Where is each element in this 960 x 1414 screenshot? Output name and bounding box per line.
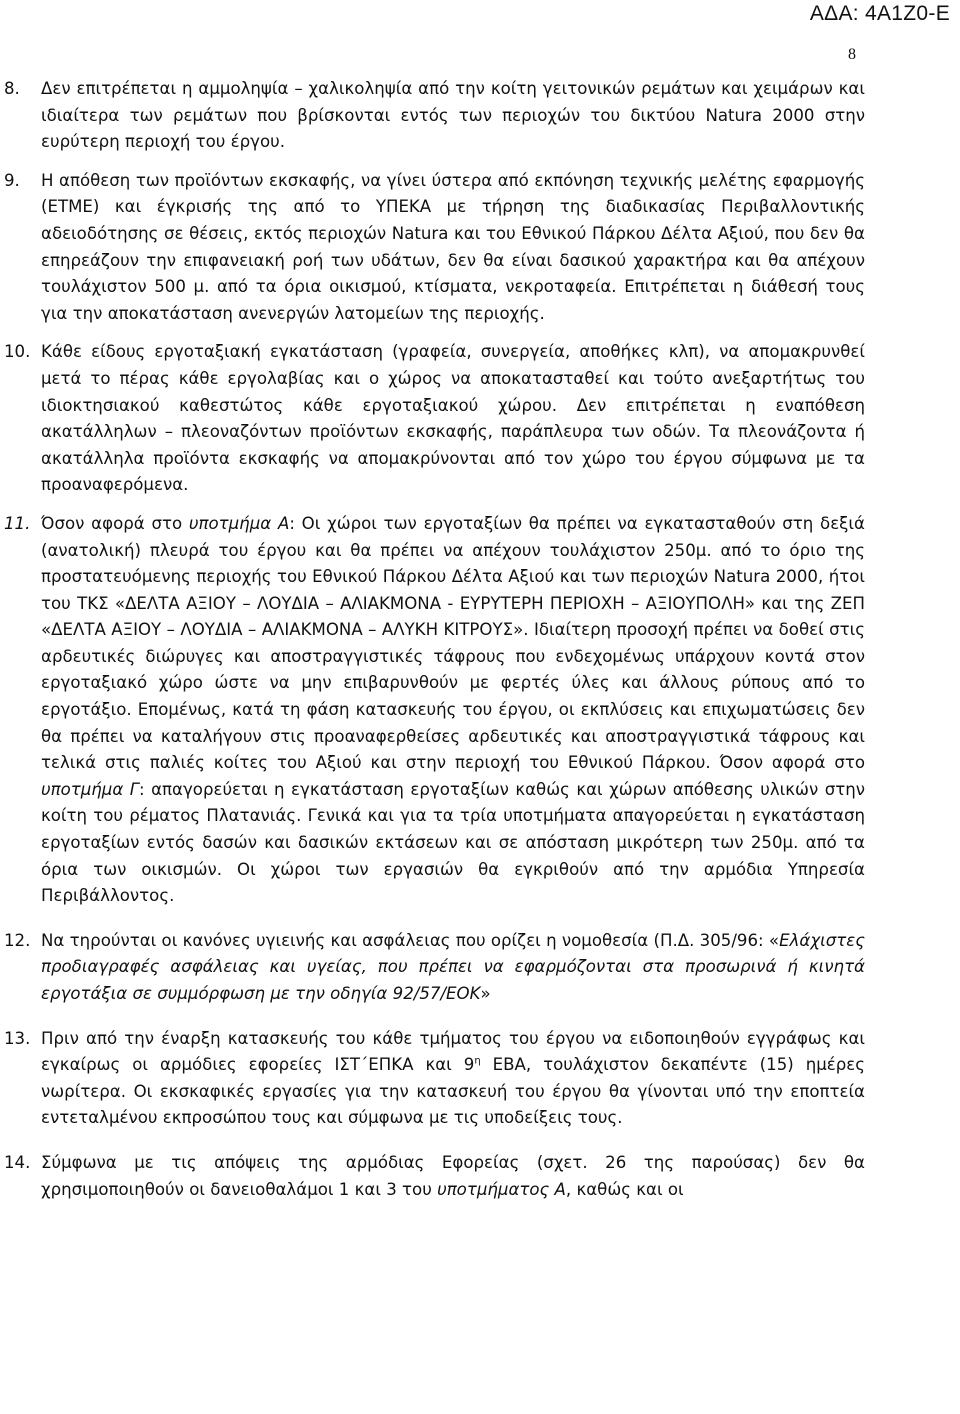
spacer xyxy=(0,1008,960,1026)
page-number: 8 xyxy=(848,46,856,63)
item-number: 12. xyxy=(4,930,31,950)
decree-title: Ελάχιστες προδιαγραφές ασφάλειας και υγείας, που πρέπει να εφαρμόζονται στα προσωρινά ή κινητά εργοτάξια σε συμμόρφωση με την οδηγία 92/57/ΕΟΚ xyxy=(41,930,865,1003)
subsection-a-label: υποτμήμα Α xyxy=(188,513,290,533)
list-item-8 xyxy=(0,76,865,156)
item-text: Η απόθεση των προϊόντων εκσκαφής, να γίνει ύστερα από εκπόνηση τεχνικής μελέτης εφαρμογής (ΕΤΜΕ) και έγκρισής της από το ΥΠΕΚΑ με τήρηση της διαδικασίας Περιβαλλοντικής αδειοδότησης σε θέσεις, εκτός περιοχών Natura και του Εθνικού Πάρκου Δέλτα Αξιού, που δεν θα επηρεάζουν την επιφανειακή ροή των υδάτων, δεν θα είναι δασικού χαρακτήρα και θα απέχουν τουλάχιστον 500 μ. από τα όρια οικισμού, κτίσματα, νεκροταφεία. Επιτρέπεται η διάθεσή τους για την αποκατάσταση ανενεργών λατομείων της περιοχής. xyxy=(41,170,865,323)
item-number: 8. xyxy=(4,79,20,98)
item-text: Σύμφωνα με τις απόψεις της αρμόδιας Εφορείας (σχετ. 26 της παρούσας) δεν θα χρησιμοποιηθούν οι δανειοθαλάμοι 1 και 3 του xyxy=(41,1152,865,1199)
item-number: 10. xyxy=(4,342,31,362)
item-number: 11. xyxy=(4,513,31,533)
list-item-10 xyxy=(0,339,865,499)
spacer xyxy=(0,1132,960,1150)
item-number: 9. xyxy=(4,170,20,190)
list-item-9 xyxy=(0,168,865,328)
item-number: 14. xyxy=(4,1152,31,1172)
item-text: Πριν από την έναρξη κατασκευής του κάθε τμήματος του έργου να ειδοποιηθούν εγγράφως και εγκαίρως οι αρμόδιες εφορείες ΙΣΤ΄ΕΠΚΑ και 9 xyxy=(41,1028,865,1075)
list-item-13 xyxy=(0,1026,865,1132)
ordinal-superscript: η xyxy=(474,1055,481,1067)
list-item-11 xyxy=(0,511,865,910)
spacer xyxy=(0,499,960,511)
item-text: : Οι χώροι των εργοταξίων θα πρέπει να εγκατασταθούν στη δεξιά (ανατολική) πλευρά του έργου και θα πρέπει να απέχουν τουλάχιστον 250μ. από το όριο της προστατευόμενης περιοχής του Εθνικού Πάρκου Δέλτα Αξιού και των περιοχών Natura 2000, ήτοι του ΤΚΣ «ΔΕΛΤΑ ΑΞΙΟΥ – ΛΟΥΔΙΑ – ΑΛΙΑΚΜΟΝΑ - ΕΥΡΥΤΕΡΗ ΠΕΡΙΟΧΗ – ΑΞΙΟΥΠΟΛΗ» και της ΖΕΠ «ΔΕΛΤΑ ΑΞΙΟΥ – ΛΟΥΔΙΑ – ΑΛΙΑΚΜΟΝΑ – ΑΛΥΚΗ ΚΙΤΡΟΥΣ». Ιδιαίτερη προσοχή πρέπει να δοθεί στις αρδευτικές διώρυγες και αποστραγγιστικές τάφρους που ενδεχομένως υπάρχουν κοντά στον εργοταξιακό χώρο ώστε να μην επιβαρυνθούν με φερτές ύλες και άλλους ρύπους από το εργοτάξιο. Επομένως, κατά τη φάση κατασκευής του έργου, οι εκπλύσεις και επιχωματώσεις δεν θα πρέπει να καταλήγουν στις προαναφερθείσες αρδευτικές και αποστραγγιστικά τάφρους και τελικά στις παλιές κοίτες του Αξιού και στην περιοχή του Εθνικού Πάρκου. Όσον αφορά στο xyxy=(41,513,865,773)
spacer xyxy=(0,156,960,168)
spacer xyxy=(0,327,960,339)
item-text: Όσον αφορά στο xyxy=(41,513,189,533)
list-item-12 xyxy=(0,928,865,1008)
item-text: ΕΒΑ, τουλάχιστον δεκαπέντε (15) ημέρες νωρίτερα. Οι εκσκαφικές εργασίες για την κατασκευή του έργου θα γίνονται υπό την εποπτεία εντεταλμένου εκπροσώπου τους και σύμφωνα με τις υποδείξεις τους. xyxy=(41,1055,865,1128)
subsection-c-label: υποτμήμα Γ xyxy=(41,779,140,799)
item-text: Κάθε είδους εργοταξιακή εγκατάσταση (γραφεία, συνεργεία, αποθήκες κλπ), να απομακρυνθεί μετά το πέρας κάθε εργολαβίας και ο χώρος να αποκατασταθεί και τούτο ανεξαρτήτως του ιδιοκτησιακού καθεστώτος κάθε εργοταξιακού χώρου. Δεν επιτρέπεται η εναπόθεση ακατάλληλων – πλεοναζόντων προϊόντων εκσκαφής, παράπλευρα των οδών. Τα πλεονάζοντα ή ακατάλληλα προϊόντα εκσκαφής να απομακρύνονται από τον χώρο του έργου σύμφωνα με τα προαναφερόμενα. xyxy=(41,342,865,495)
item-text: , καθώς και οι xyxy=(565,1179,684,1199)
item-text: : απαγορεύεται η εγκατάσταση εργοταξίων καθώς και χώρων απόθεσης υλικών στην κοίτη του ρέματος Πλατανιάς. Γενικά και για τα τρία υποτμήματα απαγορεύεται η εγκατάσταση εργοταξίων εντός δασών και δασικών εκτάσεων και σε απόσταση μικρότερη των 250μ. από τα όρια των οικισμών. Οι χώροι των εργασιών θα εγκριθούν από την αρμόδια Υπηρεσία Περιβάλλοντος. xyxy=(41,779,865,906)
item-text: Δεν επιτρέπεται η αμμοληψία – χαλικοληψία από την κοίτη γειτονικών ρεμάτων και χειμάρων και ιδιαίτερα των ρεμάτων που βρίσκονται εντός των περιοχών του δικτύου Natura 2000 στην ευρύτερη περιοχή του έργου. xyxy=(41,79,865,152)
item-text: Να τηρούνται οι κανόνες υγιεινής και ασφάλειας που ορίζει η νομοθεσία (Π.Δ. 305/96: « xyxy=(41,930,780,950)
list-item-14 xyxy=(0,1150,865,1203)
ada-code: ΑΔΑ: 4Α1Ζ0-Ε xyxy=(809,2,950,25)
spacer xyxy=(0,910,960,928)
document-body xyxy=(0,76,960,1203)
item-number: 13. xyxy=(4,1028,31,1048)
item-text: » xyxy=(480,984,491,1003)
subsection-a-label: υποτμήματος Α xyxy=(437,1179,566,1199)
